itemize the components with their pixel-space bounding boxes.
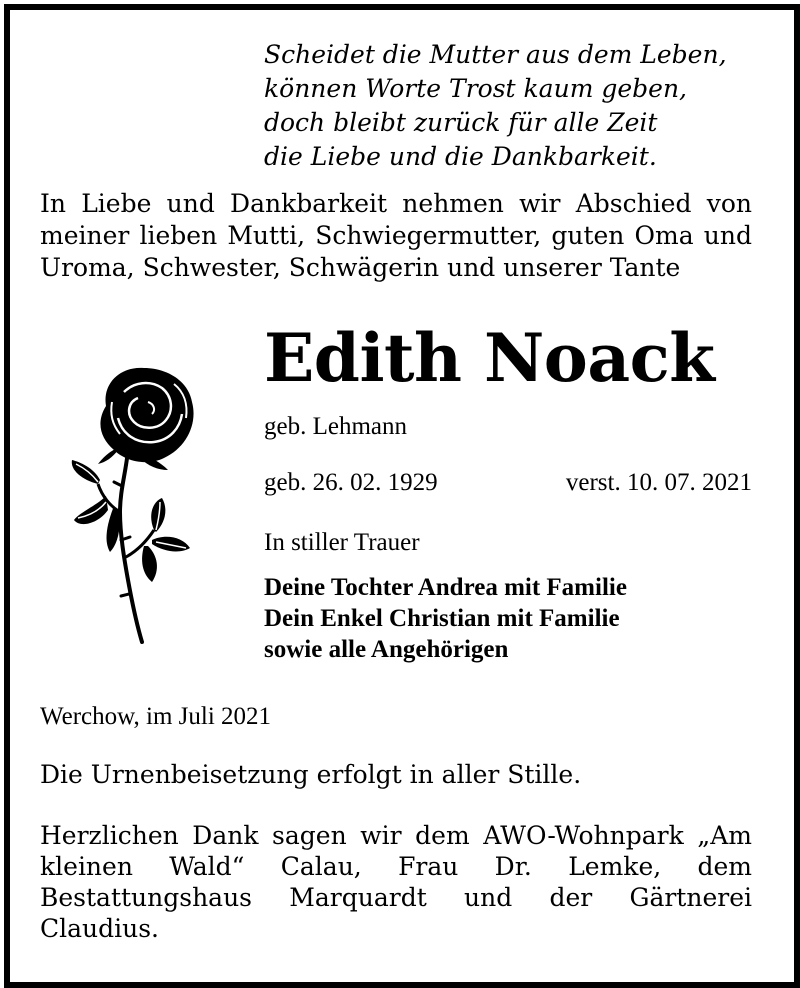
mourner-entry: Deine Tochter Andrea mit Familie	[264, 574, 627, 601]
birth-date: geb. 26. 02. 1929	[264, 469, 438, 496]
rose-icon	[66, 362, 206, 644]
mourner-entry: Dein Enkel Christian mit Familie	[264, 605, 620, 632]
rose-leaf	[72, 460, 100, 484]
mourner-entry: sowie alle Angehörigen	[264, 636, 509, 663]
place-date: Werchow, im Juli 2021	[40, 703, 272, 730]
deceased-name: Edith Noack	[264, 319, 715, 397]
rose-leaf	[107, 506, 120, 552]
rose-leaf	[74, 496, 108, 524]
poem-line: doch bleibt zurück für alle Zeit	[264, 108, 658, 137]
urn-notice: Die Urnenbeisetzung erfolgt in aller Stille.	[40, 760, 582, 789]
mourning-heading: In stiller Trauer	[264, 529, 420, 556]
rose-leaf	[152, 537, 190, 552]
poem-line: Scheidet die Mutter aus dem Leben,	[264, 40, 727, 69]
memorial-poem	[264, 38, 727, 174]
poem-line: die Liebe und die Dankbarkeit.	[264, 142, 657, 171]
poem-line: können Worte Trost kaum geben,	[264, 74, 687, 103]
maiden-name: geb. Lehmann	[264, 413, 408, 440]
rose-sepal	[98, 446, 122, 464]
death-date: verst. 10. 07. 2021	[565, 469, 752, 496]
rose-leaf	[142, 546, 157, 582]
thanks-note: Herzlichen Dank sagen wir dem AWO-Wohnpark „Am kleinen Wald“ Calau, Frau Dr. Lemke, dem Bestattungshaus Marquardt und der Gärtnerei Claudius.	[40, 821, 752, 943]
mourners-list	[264, 572, 627, 665]
farewell-intro: In Liebe und Dankbarkeit nehmen wir Abschied von meiner lieben Mutti, Schwiegermutter, guten Oma und Uroma, Schwester, Schwägerin und unserer Tante	[40, 189, 752, 282]
